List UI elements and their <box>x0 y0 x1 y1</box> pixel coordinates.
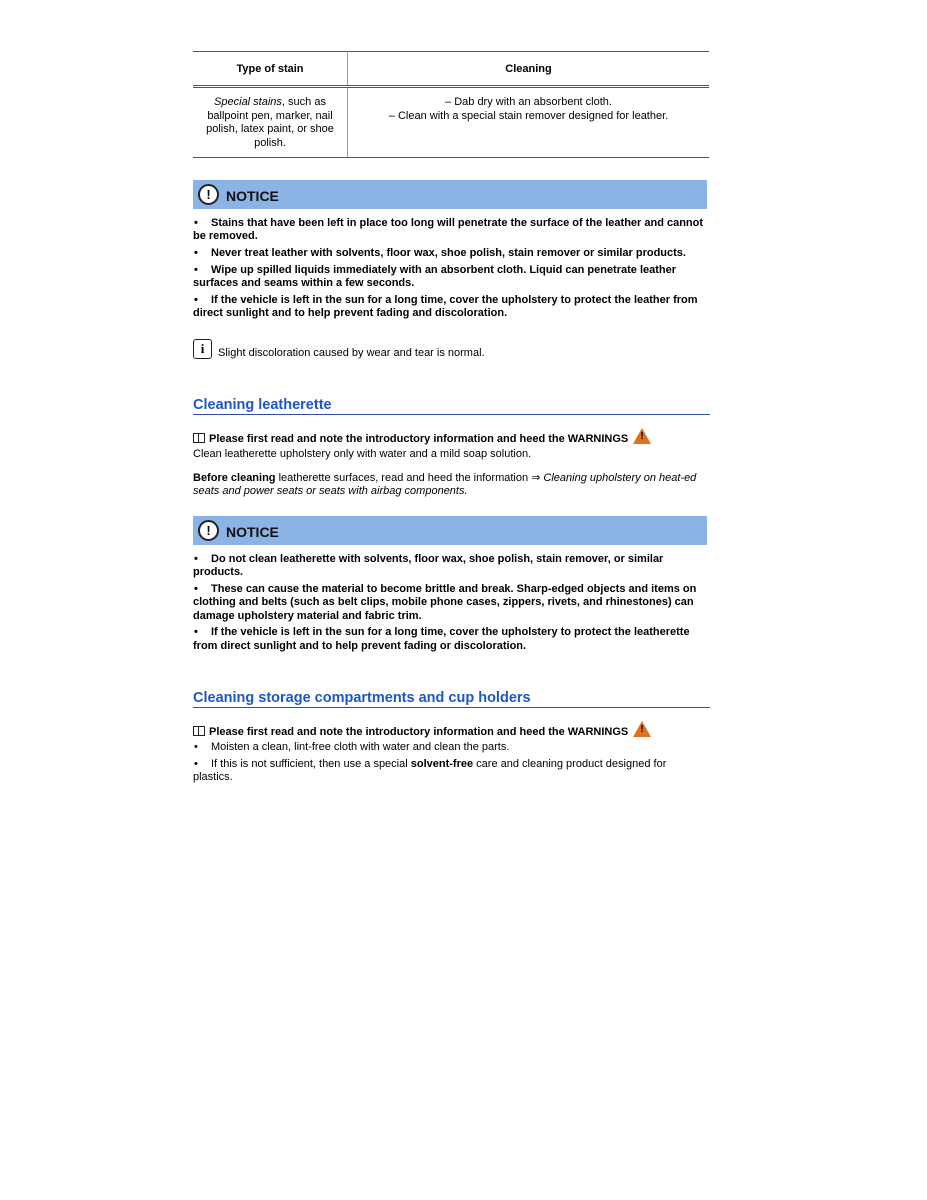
section-title-leatherette: Cleaning leatherette <box>193 397 710 415</box>
cell-cleaning <box>348 87 710 158</box>
cleaning-line: – Dab dry with an absorbent cloth. <box>445 96 612 108</box>
list-item: • If the vehicle is left in the sun for a long time, cover the upholstery to protect the leather from direct sunlight and to help prevent fading and discoloration. <box>193 293 698 320</box>
stain-type-italic: Special stains <box>214 96 282 108</box>
notice-list <box>193 553 709 657</box>
leatherette-paragraph: Clean leatherette upholstery only with water and a mild soap solution. <box>193 448 532 460</box>
notice-label: NOTICE <box>226 188 279 204</box>
list-item: • Do not clean leatherette with solvents, floor wax, shoe polish, stain remover, or similar products. <box>193 553 664 579</box>
cross-reference-link[interactable]: Cleaning upholstery on heat-ed seats and power seats or seats with airbag components. <box>193 472 697 498</box>
notice-label: NOTICE <box>226 524 279 540</box>
cleaning-line: – Clean with a special stain remover designed for leather. <box>388 109 669 122</box>
list-item: • Moisten a clean, lint-free cloth with water and clean the parts. <box>194 741 510 753</box>
section-title-storage: Cleaning storage compartments and cup holders <box>193 690 710 708</box>
read-first-line <box>193 721 651 738</box>
stain-cleaning-table <box>193 51 709 158</box>
exclamation-circle-icon: ! <box>198 520 219 541</box>
header-cleaning: Cleaning <box>348 52 710 87</box>
notice-list <box>193 217 709 324</box>
leatherette-before-cleaning: Before cleaning leatherette surfaces, read and heed the information ⇒ Cleaning upholstery on heat-ed seats and power seats or seats with airbag components. <box>193 472 697 498</box>
book-icon <box>193 726 205 736</box>
read-first-text: Please first read and note the introductory information and heed the WARNINGS <box>209 433 629 445</box>
list-item: • Wipe up spilled liquids immediately with an absorbent cloth. Liquid can penetrate leather surfaces and seams within a few seconds. <box>193 263 677 290</box>
notice-bar <box>193 180 707 209</box>
list-item: • Never treat leather with solvents, floor wax, shoe polish, stain remover or similar products. <box>194 247 686 260</box>
cell-stain-type <box>193 87 348 158</box>
stain-type-rest: , such as ballpoint pen, marker, nail polish, latex paint, or shoe polish. <box>206 96 334 149</box>
list-item: • These can cause the material to become brittle and break. Sharp-edged objects and items on clothing and belts (such as belt clips, mobile phone cases, zippers, rivets, and rhinestones) can damage upholstery material and fabric trim. <box>193 583 697 622</box>
read-first-line <box>193 428 651 445</box>
warning-triangle-icon[interactable]: ! <box>633 721 651 737</box>
table-header-row <box>193 52 709 87</box>
book-icon <box>193 433 205 443</box>
header-type-of-stain: Type of stain <box>193 52 348 87</box>
read-first-text: Please first read and note the introductory information and heed the WARNINGS <box>209 726 629 738</box>
list-item: • If this is not sufficient, then use a special solvent-free care and cleaning product designed for plastics. <box>193 757 667 784</box>
list-item: • If the vehicle is left in the sun for a long time, cover the upholstery to protect the leatherette from direct sunlight and to help prevent fading or discoloration. <box>193 626 690 652</box>
info-note: Slight discoloration caused by wear and tear is normal. <box>218 347 485 359</box>
table-row <box>193 87 709 158</box>
warning-triangle-icon[interactable]: ! <box>633 428 651 444</box>
info-icon: i <box>193 339 212 359</box>
exclamation-circle-icon: ! <box>198 184 219 205</box>
notice-bar <box>193 516 707 545</box>
list-item: • Stains that have been left in place too long will penetrate the surface of the leather and cannot be removed. <box>193 217 704 243</box>
storage-list <box>193 741 709 788</box>
